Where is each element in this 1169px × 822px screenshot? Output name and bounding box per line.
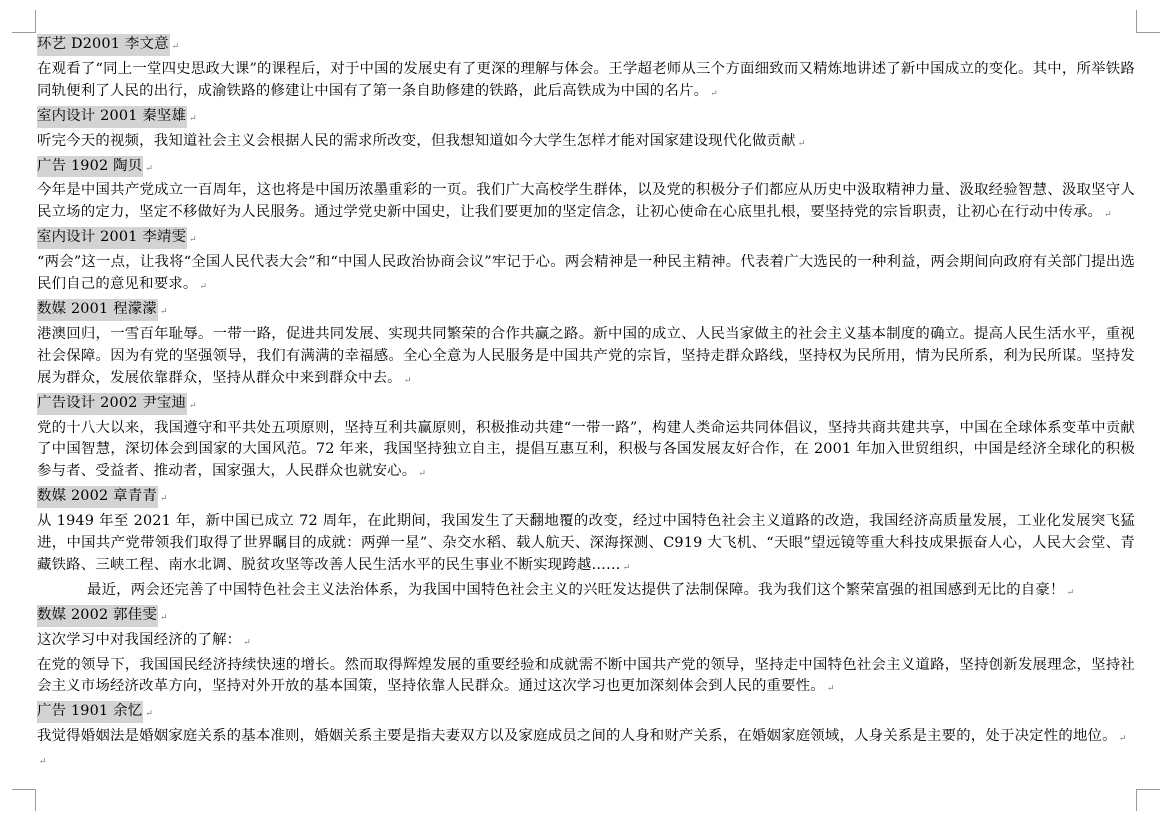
entry: [37, 299, 1135, 393]
entry: [37, 486, 1135, 605]
paragraph-mark-icon: ↵: [1066, 587, 1075, 598]
entry-header[interactable]: 室内设计 2001 秦坚雄: [37, 106, 187, 128]
entry-paragraph[interactable]: 我觉得婚姻法是婚姻家庭关系的基本准则，婚姻关系主要是指夫妻双方以及家庭成员之间的人身和财产关系，在婚姻家庭领域，人身关系是主要的，处于决定性的地位。 ↵: [37, 728, 1127, 745]
entry-header[interactable]: 环艺 D2001 李文意: [37, 34, 170, 56]
paragraph-mark-icon: ↵: [243, 637, 252, 648]
entry-paragraph[interactable]: “两会”这一点，让我将“全国人民代表大会”和“中国人民政治协商会议”牢记于心。两会精神是一种民主精神。代表着广大选民的一种利益，两会期间向政府有关部门提出选民们自己的意见和要求。 ↵: [37, 254, 1135, 293]
entry-paragraph[interactable]: 最近，两会还完善了中国特色社会主义法治体系，为我国中国特色社会主义的兴旺发达提供了法制保障。我为我们这个繁荣富强的祖国感到无比的自豪！ ↵: [87, 581, 1075, 598]
paragraph-mark-icon: ↵: [189, 235, 197, 246]
entry-paragraph[interactable]: 这次学习中对我国经济的了解： ↵: [37, 631, 252, 648]
paragraph-mark-icon: ↵: [159, 494, 168, 505]
paragraph-mark-icon: ↵: [171, 42, 180, 52]
empty-paragraph[interactable]: [37, 751, 1135, 773]
paragraph-mark-icon: ↵: [403, 375, 412, 386]
entry: [37, 227, 1135, 299]
entry: [37, 156, 1135, 228]
entry-header[interactable]: 室内设计 2001 李靖雯: [37, 227, 187, 249]
entry: [37, 605, 1135, 702]
entry-paragraph[interactable]: 在观看了“同上一堂四史思政大课”的课程后，对于中国的发展史有了更深的理解与体会。王学超老师从三个方面细致而又精炼地讲述了新中国成立的变化。其中，所举铁路同轨便利了人民的出行，成渝铁路的修建让中国有了第一条自助修建的铁路，此后高铁成为中国的名片。 ↵: [37, 60, 1135, 99]
entry-paragraph[interactable]: 港澳回归，一雪百年耻辱。一带一路，促进共同发展、实现共同繁荣的合作共赢之路。新中国的成立、人民当家做主的社会主义基本制度的确立。提高人民生活水平，重视社会保障。因为有党的坚强领导，我们有满满的幸福感。全心全意为人民服务是中国共产党的宗旨，坚持走群众路线，坚持权为民所用，情为民所系，利为民所谋。坚持发展为群众，发展依靠群众，坚持从群众中来到群众中去。 ↵: [37, 325, 1135, 386]
crop-mark-top-right-horizontal: [1136, 32, 1160, 33]
paragraph-mark-icon: ↵: [826, 684, 835, 695]
paragraph-mark-icon: ↵: [797, 138, 806, 149]
paragraph-mark-icon: ↵: [199, 282, 208, 293]
document-page[interactable]: [37, 34, 1135, 773]
crop-mark-bottom-right-horizontal: [1136, 789, 1160, 790]
crop-mark-top-left-horizontal: [12, 32, 36, 33]
entry-header[interactable]: 广告设计 2002 尹宝迪: [37, 393, 187, 415]
entry-paragraph[interactable]: 在党的领导下，我国国民经济持续快速的增长。然而取得辉煌发展的重要经验和成就需不断中国共产党的领导，坚持走中国特色社会主义道路，坚持创新发展理念，坚持社会主义市场经济改革方向，坚持对外开放的基本国策，坚持依靠人民群众。通过这次学习也更加深刻体会到人民的重要性。 ↵: [37, 656, 1135, 695]
crop-mark-top-left-vertical: [35, 10, 36, 33]
paragraph-mark-icon: ↵: [145, 709, 154, 720]
crop-mark-bottom-left-vertical: [35, 789, 36, 811]
entry-paragraph[interactable]: 党的十八大以来，我国遵守和平共处五项原则，坚持互利共赢原则，积极推动共建“一带一路”，构建人类命运共同体倡议，坚持共商共建共享，中国在全球体系变革中贡献了中国智慧，深切体会到国家的大国风范。72 年来，我国坚持独立自主，提倡互惠互利，积极与各国发展友好合作，在 2001 年加入世贸组织，中国是经济全球化的积极参与者、受益者、推动者，国家强大，人民群众也就安心。 ↵: [37, 419, 1135, 480]
entry: [37, 34, 1135, 106]
entry-paragraph[interactable]: 听完今天的视频，我知道社会主义会根据人民的需求所改变，但我想知道如今大学生怎样才能对国家建设现代化做贡献 ↵: [37, 132, 806, 149]
paragraph-mark-icon: ↵: [159, 612, 168, 623]
entry-paragraph[interactable]: 从 1949 年至 2021 年，新中国已成立 72 周年，在此期间，我国发生了天翻地覆的改变，经过中国特色社会主义道路的改造，我国经济高质量发展，工业化发展突飞猛进，中国共产党带领我们取得了世界瞩目的成就：两弹一星”、杂交水稻、载人航天、深海探测、C919 大飞机、“天眼”望远镜等重大科技成果振奋人心，人民大会堂、青藏铁路、三峡工程、南水北调、脱贫攻坚等改善人民生活水平的民生事业不断实现跨越…… ↵: [37, 513, 1135, 573]
paragraph-mark-icon: ↵: [1118, 734, 1127, 745]
entry-paragraph[interactable]: 今年是中国共产党成立一百周年，这也将是中国历浓墨重彩的一页。我们广大高校学生群体，以及党的积极分子们都应从历史中汲取精神力量、汲取经验智慧、汲取坚守人民立场的定力，坚定不移做好为人民服务。通过学党史新中国史，让我们要更加的坚定信念，让初心使命在心底里扎根，要坚持党的宗旨职责，让初心在行动中传承。 ↵: [37, 182, 1135, 221]
paragraph-mark-icon: ↵: [189, 113, 197, 124]
entry-header[interactable]: 广告 1901 余忆: [37, 701, 143, 723]
entry: [37, 701, 1135, 751]
entry-header[interactable]: 数媒 2001 程濛濛: [37, 299, 158, 321]
paragraph-mark-icon: ↵: [710, 88, 718, 99]
entry-header[interactable]: 广告 1902 陶贝: [37, 156, 143, 178]
entry-header[interactable]: 数媒 2002 郭佳雯: [37, 605, 158, 627]
entry: [37, 106, 1135, 156]
crop-mark-bottom-right-vertical: [1136, 789, 1137, 811]
paragraph-mark-icon: ↵: [622, 562, 631, 573]
paragraph-mark-icon: ↵: [418, 469, 427, 480]
paragraph-mark-icon: ↵: [39, 757, 47, 768]
paragraph-mark-icon: ↵: [189, 400, 197, 411]
paragraph-mark-icon: ↵: [159, 306, 168, 317]
entry-header[interactable]: 数媒 2002 章青青: [37, 486, 158, 508]
crop-mark-bottom-left-horizontal: [12, 789, 36, 790]
entry: [37, 393, 1135, 487]
crop-mark-top-right-vertical: [1136, 10, 1137, 33]
paragraph-mark-icon: ↵: [1104, 210, 1112, 221]
paragraph-mark-icon: ↵: [145, 163, 154, 174]
